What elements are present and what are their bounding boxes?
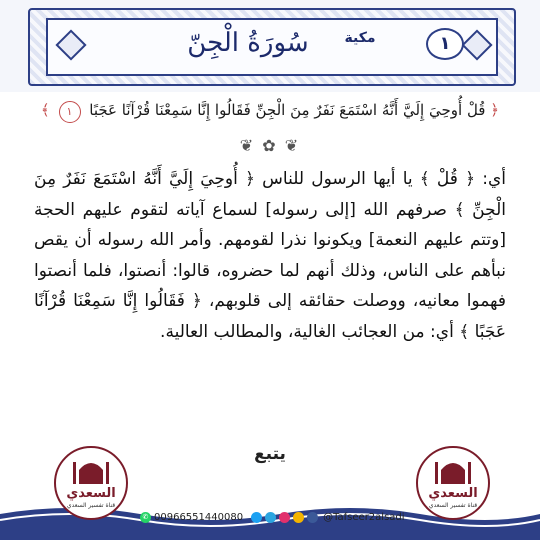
phone-number[interactable]: 00966551440080 <box>154 511 244 523</box>
tafsir-text: أي: ﴿ قُلْ ﴾ يا أيها الرسول للناس ﴿ أُوحِيَ إِلَيَّ أَنَّهُ اسْتَمَعَ نَفَرٌ مِنَ الْجِنِّ ﴾ صرفهم الله [إلى رسوله] لسماع آياته لتقوم عليهم الحجة [وتتم عليهم النعمة] ويكونوا نذرا لقومهم. وأمر الله رسوله أن يقص نبأهم على الناس، وذلك أنهم لما حضروه، قالوا: أنصتوا، فلما أنصتوا فهموا معانيه، ووصلت حقائقه إلى قلوبهم، ﴿ فَقَالُوا إِنَّا سَمِعْنَا قُرْآنًا عَجَبًا ﴾ أي: من العجائب الغالية، والمطالب العالية. <box>34 169 506 342</box>
ayah-number: ١ <box>59 101 81 123</box>
instagram-icon[interactable] <box>279 512 290 523</box>
social-handle[interactable]: @Tafseer2alsadi <box>323 511 405 523</box>
twitter-icon[interactable] <box>251 512 262 523</box>
telegram-icon[interactable] <box>265 512 276 523</box>
verse-line <box>14 96 526 124</box>
verse-close-bracket: ﴾ <box>40 101 50 119</box>
snapchat-icon[interactable] <box>293 512 304 523</box>
logo-brand: السعدي <box>66 486 116 501</box>
revelation-type: مكية <box>344 30 376 46</box>
facebook-icon[interactable] <box>307 512 318 523</box>
surah-title: سُورَةُ الْجِنّ <box>187 28 309 58</box>
contact-bar <box>140 508 440 526</box>
verse-open-bracket: ﴿ <box>490 101 500 119</box>
logo-subtitle: قناة تفسير السعدي <box>428 502 478 509</box>
logo-brand: السعدي <box>428 486 478 501</box>
surah-header <box>0 0 540 92</box>
follow-label: يتبع <box>254 444 286 464</box>
ornamental-divider: ❦ ✿ ❦ <box>239 136 301 155</box>
logo-subtitle: قناة تفسير السعدي <box>66 502 116 509</box>
whatsapp-icon[interactable]: ✆ <box>140 512 151 523</box>
verse-text: قُلْ أُوحِيَ إِلَيَّ أَنَّهُ اسْتَمَعَ نَفَرٌ مِنَ الْجِنِّ فَقَالُوا إِنَّا سَمِعْنَا قُرْآنًا عَجَبًا <box>89 101 486 119</box>
surah-number: ١ <box>426 28 464 60</box>
